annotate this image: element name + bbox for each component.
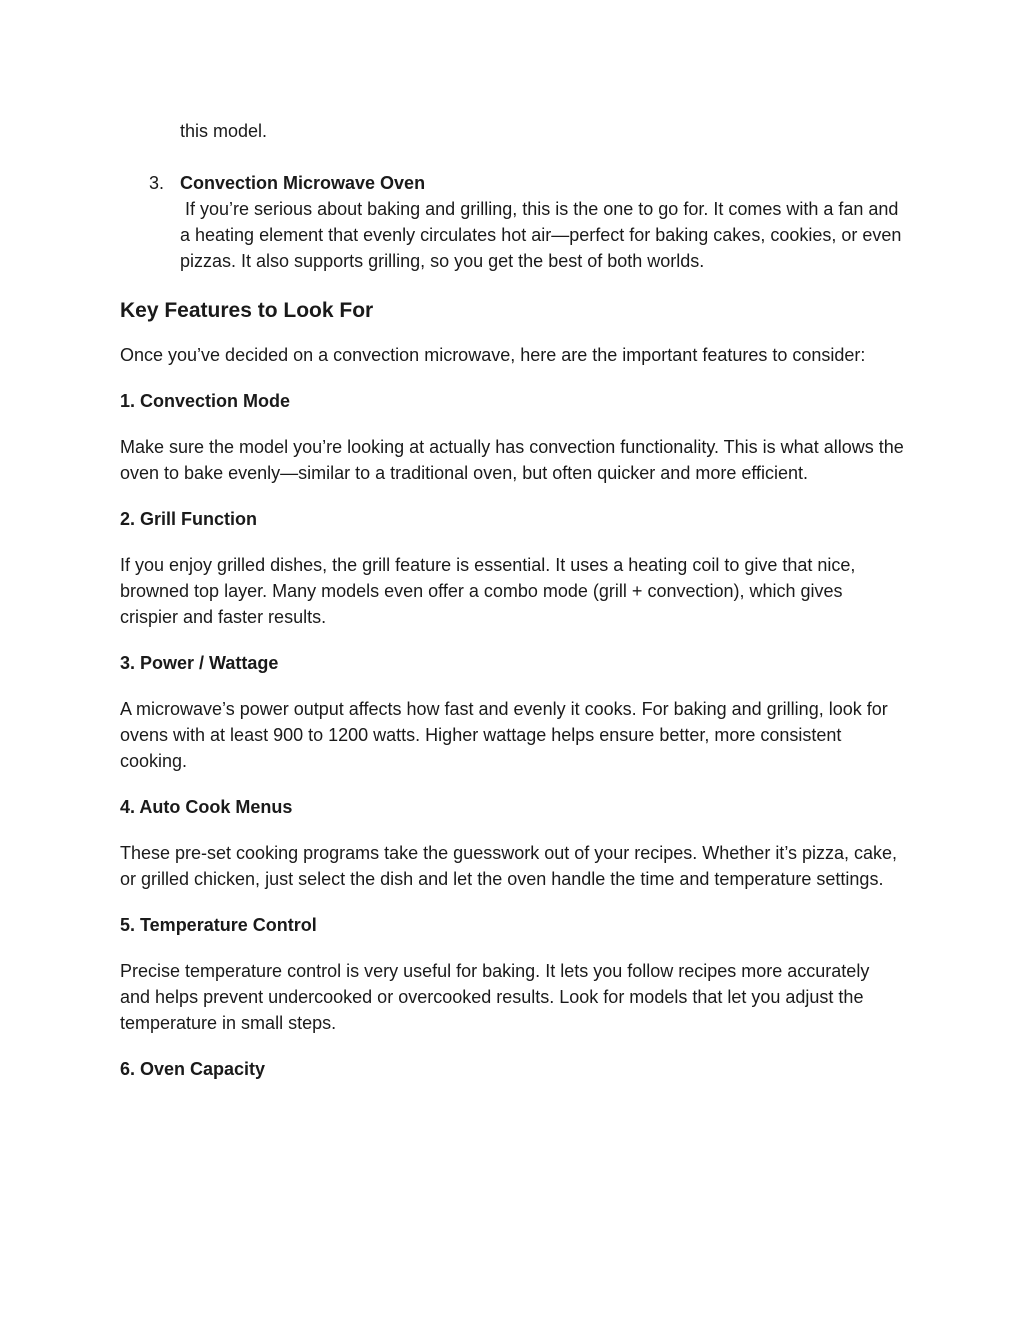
feature-title-auto-cook-menus: 4. Auto Cook Menus xyxy=(120,797,293,817)
section-heading: Key Features to Look For xyxy=(120,299,374,322)
list-item-title: Convection Microwave Oven xyxy=(180,173,426,193)
feature-desc-auto-cook-menus: These pre-set cooking programs take the guesswork out of your recipes. Whether it’s pizza, cake, or grilled chicken, just select the dish and let the oven handle the time and temperature settings. xyxy=(120,843,898,889)
section-intro: Once you’ve decided on a convection microwave, here are the important features to consider: xyxy=(120,345,866,365)
list-item-convection-microwave xyxy=(120,170,907,274)
feature-title-temperature-control: 5. Temperature Control xyxy=(120,915,317,935)
feature-title-grill-function: 2. Grill Function xyxy=(120,509,258,529)
feature-title-power-wattage: 3. Power / Wattage xyxy=(120,653,279,673)
feature-desc-grill-function: If you enjoy grilled dishes, the grill feature is essential. It uses a heating coil to give that nice, browned top layer. Many models even offer a combo mode (grill + convection), which gives crispier and faster results. xyxy=(120,555,856,627)
list-item-number: 3. xyxy=(149,173,165,193)
list-item-body: If you’re serious about baking and grilling, this is the one to go for. It comes with a fan and a heating element that evenly circulates hot air—perfect for baking cakes, cookies, or even pizzas. It also supports grilling, so you get the best of both worlds. xyxy=(180,199,907,271)
feature-desc-temperature-control: Precise temperature control is very useful for baking. It lets you follow recipes more accurately and helps prevent undercooked or overcooked results. Look for models that let you adjust the temperature in small steps. xyxy=(120,961,870,1033)
feature-title-oven-capacity: 6. Oven Capacity xyxy=(120,1059,266,1079)
feature-desc-power-wattage: A microwave’s power output affects how fast and evenly it cooks. For baking and grilling, look for ovens with at least 900 to 1200 watts. Higher wattage helps ensure better, more consistent cooking. xyxy=(120,699,888,771)
feature-desc-convection-mode: Make sure the model you’re looking at actually has convection functionality. This is what allows the oven to bake evenly—similar to a traditional oven, but often quicker and more efficient. xyxy=(120,437,904,483)
continued-text: this model. xyxy=(180,121,268,141)
feature-title-convection-mode: 1. Convection Mode xyxy=(120,391,291,411)
